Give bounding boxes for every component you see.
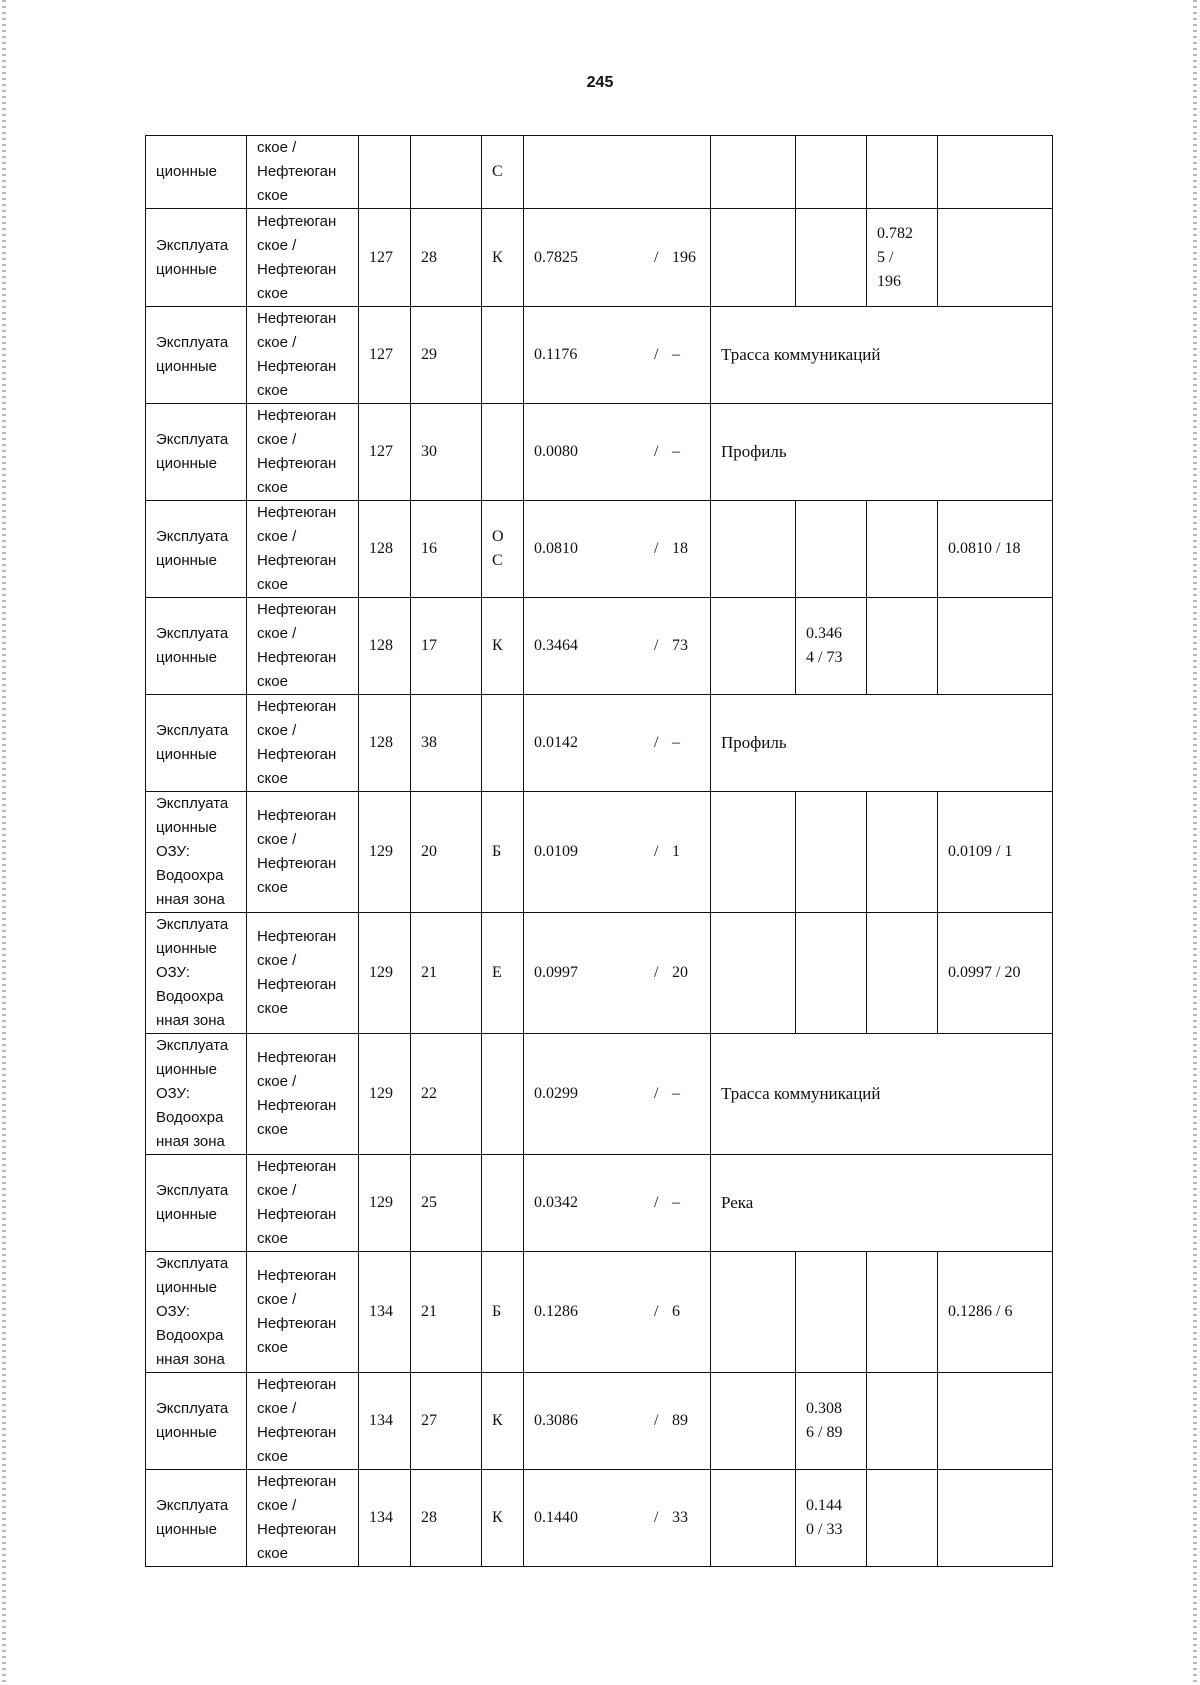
table-row <box>146 792 1053 913</box>
area-slash: / <box>654 443 659 460</box>
cell-land-4 <box>938 1373 1053 1470</box>
cell-field: Нефтеюган ское / Нефтеюган ское <box>247 1373 359 1470</box>
area-count: 6 <box>672 1303 680 1320</box>
area-count: 196 <box>672 248 696 266</box>
area-slash: / <box>654 1194 659 1211</box>
cell-quarter: 128 <box>359 598 411 695</box>
cell-area <box>524 1155 711 1252</box>
cell-kind: ционные <box>146 136 247 209</box>
cell-land-1 <box>711 136 796 209</box>
cell-land-1 <box>711 913 796 1034</box>
cell-land-3 <box>867 1373 938 1470</box>
cell-field: Нефтеюган ское / Нефтеюган ское <box>247 404 359 501</box>
cell-quarter: 129 <box>359 913 411 1034</box>
cell-land-2: 0.308 6 / 89 <box>796 1373 867 1470</box>
cell-area <box>524 136 711 209</box>
cell-land-1 <box>711 598 796 695</box>
cell-kind: Эксплуата ционные <box>146 501 247 598</box>
cell-area <box>524 1373 711 1470</box>
table-row <box>146 1155 1053 1252</box>
area-slash: / <box>654 1085 659 1102</box>
data-table <box>145 135 1053 1567</box>
area-count: 33 <box>672 1509 688 1526</box>
cell-area <box>524 1034 711 1155</box>
cell-land-2 <box>796 501 867 598</box>
cell-quarter: 134 <box>359 1470 411 1567</box>
cell-kind: Эксплуата ционные ОЗУ: Водоохра нная зона <box>146 1034 247 1155</box>
cell-land-2 <box>796 1252 867 1373</box>
cell-field: Нефтеюган ское / Нефтеюган ское <box>247 1155 359 1252</box>
cell-quarter: 134 <box>359 1373 411 1470</box>
cell-field: Нефтеюган ское / Нефтеюган ское <box>247 1034 359 1155</box>
cell-land-4 <box>938 209 1053 307</box>
cell-land-3 <box>867 1470 938 1567</box>
cell-category: К <box>482 209 524 307</box>
table-row <box>146 913 1053 1034</box>
area-value: 0.0342 <box>534 1194 578 1211</box>
table-row <box>146 209 1053 307</box>
cell-section: 16 <box>411 501 482 598</box>
cell-area <box>524 792 711 913</box>
area-value: 0.0080 <box>534 443 578 460</box>
cell-category: К <box>482 1470 524 1567</box>
cell-land-2: 0.144 0 / 33 <box>796 1470 867 1567</box>
cell-land-4: 0.0810 / 18 <box>938 501 1053 598</box>
cell-kind: Эксплуата ционные <box>146 1373 247 1470</box>
cell-kind: Эксплуата ционные <box>146 1155 247 1252</box>
cell-land-4 <box>938 598 1053 695</box>
cell-land-4 <box>938 1470 1053 1567</box>
cell-land-3: 0.782 5 / 196 <box>867 209 938 307</box>
cell-land-3 <box>867 792 938 913</box>
cell-land-1 <box>711 1470 796 1567</box>
cell-section: 20 <box>411 792 482 913</box>
area-value: 0.0997 <box>534 964 578 981</box>
cell-kind: Эксплуата ционные ОЗУ: Водоохра нная зона <box>146 913 247 1034</box>
cell-category: С <box>482 136 524 209</box>
cell-land-2 <box>796 209 867 307</box>
cell-quarter: 128 <box>359 695 411 792</box>
cell-kind: Эксплуата ционные ОЗУ: Водоохра нная зона <box>146 792 247 913</box>
area-count: 18 <box>672 540 688 557</box>
cell-category: Б <box>482 1252 524 1373</box>
cell-land-4: 0.0109 / 1 <box>938 792 1053 913</box>
cell-section: 25 <box>411 1155 482 1252</box>
area-value: 0.0109 <box>534 843 578 860</box>
cell-section: 22 <box>411 1034 482 1155</box>
scan-edge-right <box>1193 0 1197 1685</box>
area-count: – <box>672 443 680 460</box>
cell-field: Нефтеюган ское / Нефтеюган ское <box>247 792 359 913</box>
cell-field: Нефтеюган ское / Нефтеюган ское <box>247 209 359 307</box>
page-number: 245 <box>586 74 614 91</box>
cell-category <box>482 307 524 404</box>
cell-category <box>482 695 524 792</box>
table-row <box>146 1252 1053 1373</box>
cell-kind: Эксплуата ционные <box>146 695 247 792</box>
cell-quarter: 129 <box>359 792 411 913</box>
cell-land-4: 0.0997 / 20 <box>938 913 1053 1034</box>
cell-category: Е <box>482 913 524 1034</box>
cell-land-3 <box>867 1252 938 1373</box>
area-value: 0.1286 <box>534 1303 578 1320</box>
cell-area <box>524 1470 711 1567</box>
cell-quarter: 129 <box>359 1155 411 1252</box>
table-row <box>146 1034 1053 1155</box>
cell-kind: Эксплуата ционные <box>146 209 247 307</box>
area-slash: / <box>654 346 659 363</box>
cell-field: Нефтеюган ское / Нефтеюган ское <box>247 1252 359 1373</box>
area-slash: / <box>654 637 659 654</box>
cell-section: 27 <box>411 1373 482 1470</box>
cell-area <box>524 913 711 1034</box>
table-body <box>146 136 1053 1567</box>
cell-section: 29 <box>411 307 482 404</box>
cell-area <box>524 695 711 792</box>
cell-land-3 <box>867 913 938 1034</box>
cell-quarter: 127 <box>359 404 411 501</box>
cell-section: 38 <box>411 695 482 792</box>
cell-field: Нефтеюган ское / Нефтеюган ское <box>247 598 359 695</box>
cell-area <box>524 404 711 501</box>
area-slash: / <box>654 1303 659 1320</box>
cell-section: 28 <box>411 209 482 307</box>
area-slash: / <box>654 540 659 557</box>
table-row <box>146 307 1053 404</box>
cell-section: 21 <box>411 1252 482 1373</box>
cell-land-1 <box>711 1252 796 1373</box>
cell-note: Трасса коммуникаций <box>711 307 1053 404</box>
area-slash: / <box>654 734 659 751</box>
area-slash: / <box>654 1509 659 1526</box>
cell-area <box>524 501 711 598</box>
area-count: – <box>672 1085 680 1102</box>
area-slash: / <box>654 1412 659 1429</box>
cell-category: К <box>482 598 524 695</box>
table-row <box>146 501 1053 598</box>
cell-note: Профиль <box>711 404 1053 501</box>
cell-land-3 <box>867 501 938 598</box>
cell-field: Нефтеюган ское / Нефтеюган ское <box>247 501 359 598</box>
cell-land-1 <box>711 1373 796 1470</box>
table-row <box>146 136 1053 209</box>
cell-category <box>482 1034 524 1155</box>
cell-area <box>524 1252 711 1373</box>
cell-area <box>524 209 711 307</box>
cell-quarter: 134 <box>359 1252 411 1373</box>
area-value: 0.0142 <box>534 734 578 751</box>
cell-category: К <box>482 1373 524 1470</box>
cell-land-2 <box>796 136 867 209</box>
cell-land-2: 0.346 4 / 73 <box>796 598 867 695</box>
cell-field: Нефтеюган ское / Нефтеюган ское <box>247 1470 359 1567</box>
cell-kind: Эксплуата ционные <box>146 1470 247 1567</box>
area-count: – <box>672 1194 680 1211</box>
cell-land-3 <box>867 598 938 695</box>
cell-note: Река <box>711 1155 1053 1252</box>
cell-quarter: 128 <box>359 501 411 598</box>
cell-section: 28 <box>411 1470 482 1567</box>
cell-field: Нефтеюган ское / Нефтеюган ское <box>247 307 359 404</box>
area-slash: / <box>654 248 659 266</box>
cell-land-2 <box>796 792 867 913</box>
cell-kind: Эксплуата ционные <box>146 404 247 501</box>
area-count: 20 <box>672 964 688 981</box>
area-value: 0.1440 <box>534 1509 578 1526</box>
cell-category <box>482 1155 524 1252</box>
cell-field: Нефтеюган ское / Нефтеюган ское <box>247 695 359 792</box>
cell-land-1 <box>711 792 796 913</box>
cell-land-4 <box>938 136 1053 209</box>
cell-land-1 <box>711 501 796 598</box>
cell-category <box>482 404 524 501</box>
area-value: 0.0810 <box>534 540 578 557</box>
area-count: – <box>672 734 680 751</box>
cell-field: ское / Нефтеюган ское <box>247 136 359 209</box>
cell-land-2 <box>796 913 867 1034</box>
cell-kind: Эксплуата ционные <box>146 598 247 695</box>
area-value: 0.7825 <box>534 248 578 266</box>
area-slash: / <box>654 964 659 981</box>
cell-section: 30 <box>411 404 482 501</box>
cell-quarter: 129 <box>359 1034 411 1155</box>
cell-land-3 <box>867 136 938 209</box>
cell-land-4: 0.1286 / 6 <box>938 1252 1053 1373</box>
area-value: 0.1176 <box>534 346 578 363</box>
area-count: 89 <box>672 1412 688 1429</box>
cell-category: О С <box>482 501 524 598</box>
cell-note: Трасса коммуникаций <box>711 1034 1053 1155</box>
area-value: 0.3086 <box>534 1412 578 1429</box>
table-row <box>146 404 1053 501</box>
cell-quarter: 127 <box>359 209 411 307</box>
cell-category: Б <box>482 792 524 913</box>
area-slash: / <box>654 843 659 860</box>
table-row <box>146 598 1053 695</box>
table-row <box>146 1373 1053 1470</box>
cell-section <box>411 136 482 209</box>
table-row <box>146 1470 1053 1567</box>
scan-edge-left <box>2 0 6 1685</box>
cell-area <box>524 598 711 695</box>
area-count: – <box>672 346 680 363</box>
table-row <box>146 695 1053 792</box>
cell-kind: Эксплуата ционные <box>146 307 247 404</box>
cell-field: Нефтеюган ское / Нефтеюган ское <box>247 913 359 1034</box>
cell-land-1 <box>711 209 796 307</box>
cell-quarter <box>359 136 411 209</box>
area-count: 1 <box>672 843 680 860</box>
cell-area <box>524 307 711 404</box>
area-value: 0.0299 <box>534 1085 578 1102</box>
cell-kind: Эксплуата ционные ОЗУ: Водоохра нная зона <box>146 1252 247 1373</box>
cell-note: Профиль <box>711 695 1053 792</box>
cell-quarter: 127 <box>359 307 411 404</box>
area-count: 73 <box>672 637 688 654</box>
cell-section: 17 <box>411 598 482 695</box>
cell-section: 21 <box>411 913 482 1034</box>
area-value: 0.3464 <box>534 637 578 654</box>
